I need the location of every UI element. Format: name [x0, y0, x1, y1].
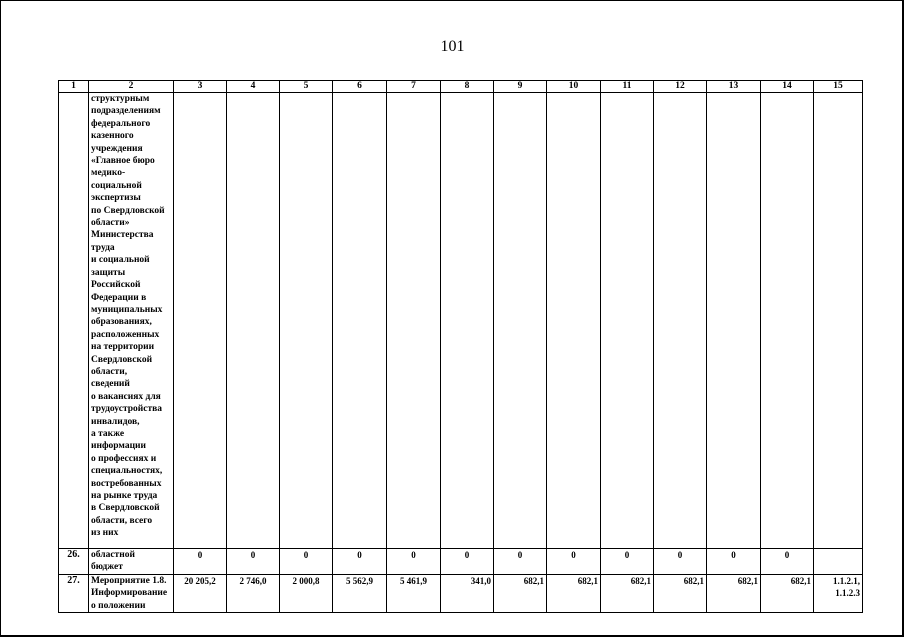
value-cell: 0 — [227, 549, 280, 575]
description-line: на территории — [91, 342, 155, 353]
value-cell: 5 461,9 — [387, 574, 441, 612]
table-row-26 — [59, 549, 863, 575]
column-header: 11 — [601, 81, 654, 93]
description-line: о вакансиях для — [91, 391, 161, 402]
row-number-cell — [59, 93, 89, 549]
value-cell: 0 — [761, 549, 814, 575]
page-number: 101 — [440, 38, 465, 55]
reference-line: 1.1.2.1, — [833, 575, 860, 586]
table-row-continuation — [59, 93, 863, 549]
row-description-cell — [89, 574, 174, 612]
description-line: и социальной — [91, 255, 150, 266]
reference-cell — [814, 549, 863, 575]
column-header: 9 — [494, 81, 547, 93]
description-line: из них — [91, 528, 119, 539]
table-cell — [601, 93, 654, 549]
value-cell: 0 — [707, 549, 761, 575]
description-line: востребованных — [91, 478, 162, 489]
table-cell — [441, 93, 494, 549]
value-cell: 682,1 — [601, 574, 654, 612]
description-line: сведений — [91, 379, 130, 390]
table-cell — [547, 93, 601, 549]
table-cell — [761, 93, 814, 549]
description-line: медико- — [91, 168, 126, 179]
reference-cell — [814, 574, 863, 612]
row-number-cell: 26. — [59, 549, 89, 575]
description-line: области» — [91, 218, 130, 229]
value-cell: 5 562,9 — [333, 574, 387, 612]
description-line: в Свердловской — [91, 503, 160, 514]
value-cell: 0 — [280, 549, 333, 575]
table-cell — [280, 93, 333, 549]
value-cell: 0 — [387, 549, 441, 575]
value-cell: 341,0 — [441, 574, 494, 612]
description-line: «Главное бюро — [91, 156, 155, 167]
column-header: 14 — [761, 81, 814, 93]
description-line: муниципальных — [91, 304, 163, 315]
description-line: областной — [91, 550, 135, 560]
table-cell — [494, 93, 547, 549]
column-header: 13 — [707, 81, 761, 93]
description-line: федерального — [91, 118, 151, 129]
value-cell: 682,1 — [761, 574, 814, 612]
value-cell: 0 — [174, 549, 227, 575]
value-cell: 0 — [547, 549, 601, 575]
description-line: расположенных — [91, 329, 160, 340]
description-line: Информирование — [91, 588, 168, 599]
value-cell: 0 — [601, 549, 654, 575]
table-cell — [654, 93, 707, 549]
description-line: на рынке труда — [91, 491, 158, 501]
table-row-27 — [59, 574, 863, 612]
column-header: 7 — [387, 81, 441, 93]
value-cell: 0 — [654, 549, 707, 575]
description-line: области, — [91, 366, 128, 377]
value-cell: 682,1 — [494, 574, 547, 612]
data-table — [58, 80, 863, 613]
value-cell: 682,1 — [707, 574, 761, 612]
value-cell: 0 — [333, 549, 387, 575]
header-row — [59, 81, 863, 93]
value-cell: 20 205,2 — [174, 574, 227, 612]
description-line: подразделениям — [91, 106, 161, 117]
column-header: 6 — [333, 81, 387, 93]
description-line: а также — [91, 428, 125, 439]
column-header: 3 — [174, 81, 227, 93]
column-header: 2 — [89, 81, 174, 93]
description-line: труда — [91, 242, 115, 253]
table-cell — [387, 93, 441, 549]
description-line: образованиях, — [91, 317, 152, 328]
description-line: учреждения — [91, 143, 143, 154]
description-line: Свердловской — [91, 354, 153, 365]
table-cell — [227, 93, 280, 549]
description-line: бюджет — [91, 562, 123, 573]
column-header: 12 — [654, 81, 707, 93]
column-header: 8 — [441, 81, 494, 93]
column-header: 10 — [547, 81, 601, 93]
description-line: о профессиях и — [91, 453, 157, 464]
description-line: о положении — [91, 600, 146, 611]
row-description-cell — [89, 93, 174, 549]
column-header: 15 — [814, 81, 863, 93]
description-line: информации — [91, 441, 146, 452]
description-line: по Свердловской — [91, 205, 165, 216]
table-cell — [174, 93, 227, 549]
description-line: социальной — [91, 180, 142, 191]
description-line: Федерации в — [91, 292, 147, 303]
description-line: области, всего — [91, 515, 153, 526]
value-cell: 0 — [494, 549, 547, 575]
value-cell: 0 — [441, 549, 494, 575]
table-cell — [707, 93, 761, 549]
description-line: инвалидов, — [91, 416, 140, 427]
table-cell — [333, 93, 387, 549]
row-number-cell: 27. — [59, 574, 89, 612]
value-cell: 2 000,8 — [280, 574, 333, 612]
column-header: 4 — [227, 81, 280, 93]
value-cell: 2 746,0 — [227, 574, 280, 612]
description-line: Мероприятие 1.8. — [91, 575, 167, 586]
value-cell: 682,1 — [654, 574, 707, 612]
description-line: структурным — [91, 94, 150, 104]
table-cell — [814, 93, 863, 549]
description-line: Российской — [91, 280, 141, 291]
description-line: трудоустройства — [91, 404, 163, 415]
column-header: 1 — [59, 81, 89, 93]
row-description-cell — [89, 549, 174, 575]
description-line: защиты — [91, 267, 126, 278]
description-line: экспертизы — [91, 193, 141, 204]
reference-line: 1.1.2.3 — [835, 588, 860, 599]
description-line: Министерства — [91, 230, 154, 241]
column-header: 5 — [280, 81, 333, 93]
value-cell: 682,1 — [547, 574, 601, 612]
description-line: казенного — [91, 131, 134, 142]
description-line: специальностях, — [91, 466, 163, 477]
